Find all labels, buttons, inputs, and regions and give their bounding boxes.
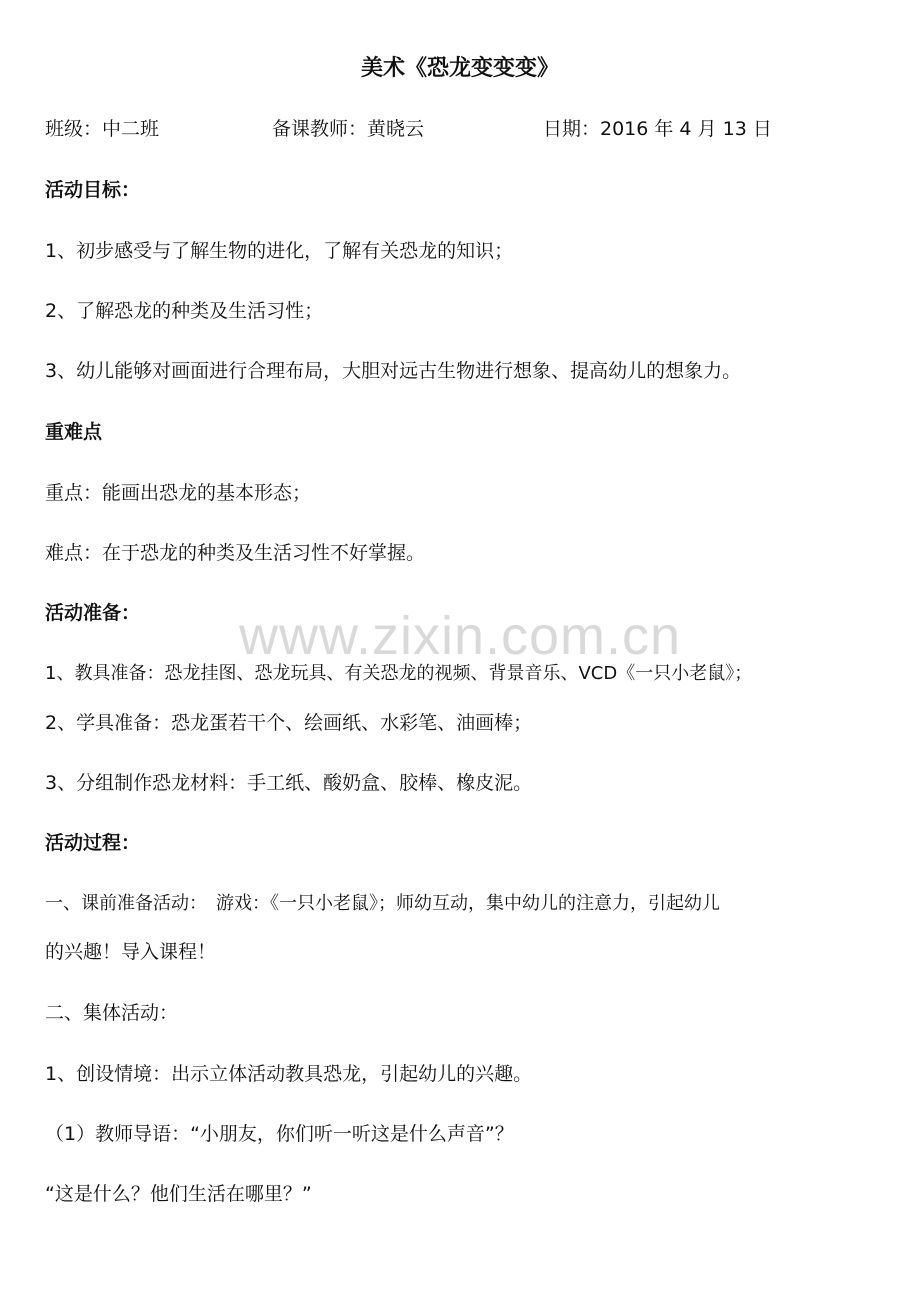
goal-item-1: 1、初步感受与了解生物的进化，了解有关恐龙的知识；: [45, 240, 514, 262]
preparation-item-1: 1、教具准备：恐龙挂图、恐龙玩具、有关恐龙的视频、背景音乐、VCD《一只小老鼠》；: [45, 663, 753, 684]
key-points-heading: 重难点: [45, 421, 103, 443]
teacher-info: 备课教师：黄晓云: [272, 118, 425, 140]
watermark-text: www.zixin.com.cn: [238, 606, 682, 666]
preparation-item-2: 2、学具准备：恐龙蛋若干个、绘画纸、水彩笔、油画棒；: [45, 712, 533, 734]
class-info: 班级：中二班: [45, 118, 160, 140]
process-part2: 二、集体活动：: [45, 1002, 179, 1024]
goals-heading: 活动目标：: [45, 179, 141, 201]
process-heading: 活动过程：: [45, 832, 141, 854]
process-step1: 1、创设情境：出示立体活动教具恐龙，引起幼儿的兴趣。: [45, 1063, 533, 1085]
key-point-difficulty: 难点：在于恐龙的种类及生活习性不好掌握。: [45, 542, 426, 564]
date-info: 日期：2016 年 4 月 13 日: [543, 118, 772, 140]
key-point-focus: 重点：能画出恐龙的基本形态；: [45, 482, 312, 504]
goal-item-3: 3、幼儿能够对画面进行合理布局，大胆对远古生物进行想象、提高幼儿的想象力。: [45, 360, 742, 382]
goal-item-2: 2、了解恐龙的种类及生活习性；: [45, 300, 324, 322]
preparation-heading: 活动准备：: [45, 602, 141, 624]
process-step1-sub1: （1）教师导语：“小朋友，你们听一听这是什么声音”？: [45, 1123, 514, 1145]
document-title: 美术《恐龙变变变》: [360, 56, 559, 81]
preparation-item-3: 3、分组制作恐龙材料：手工纸、酸奶盒、胶棒、橡皮泥。: [45, 772, 533, 794]
process-part1-line1: 一、课前准备活动： 游戏：《一只小老鼠》；师幼互动，集中幼儿的注意力，引起幼儿: [45, 893, 720, 914]
process-step1-sub2: “这是什么？他们生活在哪里？”: [45, 1183, 312, 1205]
process-part1-line2: 的兴趣！导入课程！: [45, 941, 217, 963]
